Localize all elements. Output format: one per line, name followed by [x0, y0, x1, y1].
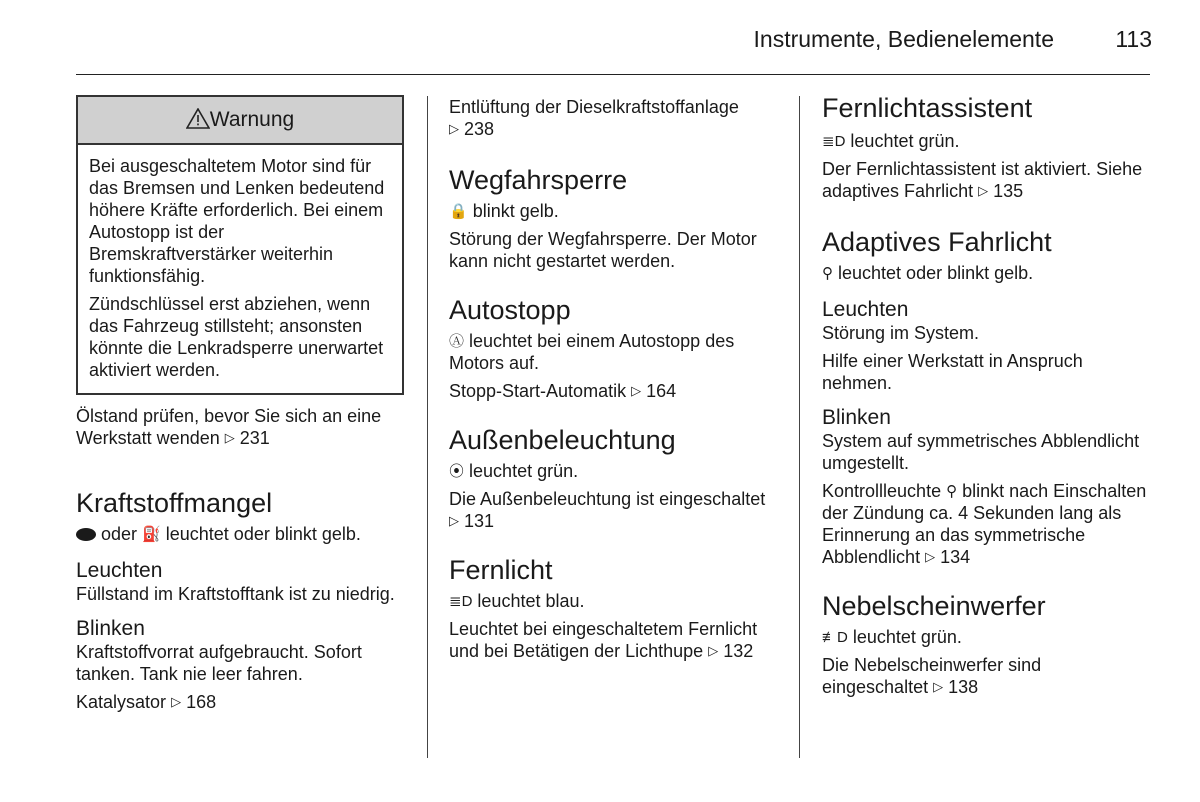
page-number: 113: [1115, 26, 1152, 52]
indicator-line: Ⓐ leuchtet bei einem Autostopp des Motors auf.: [449, 331, 735, 373]
immobilizer-lock-icon: 🔒: [449, 203, 468, 220]
warning-triangle-icon: [186, 108, 210, 129]
page-reference: 132: [723, 641, 754, 661]
warning-text: Bei ausgeschaltetem Motor sind für das Bremsen und Lenken bedeutend höhere Kräfte erforderlich. Bei einem Autostopp ist der Bremskraftverstärker weiterhin funktionsfähig.: [89, 156, 385, 286]
column-3: [822, 92, 1152, 698]
high-beam-icon: ≣D: [449, 593, 473, 610]
oil-check-text: Ölstand prüfen, bevor Sie sich an eine Werkstatt wenden ▷ 231: [76, 406, 382, 448]
reference-arrow-icon: ▷: [449, 121, 459, 136]
reference-arrow-icon: ▷: [449, 513, 459, 528]
indicator-line: ≢D leuchtet grün.: [822, 627, 962, 647]
body-text: Störung im System.: [822, 323, 980, 343]
body-text: Kraftstoffvorrat aufgebraucht. Sofort tanken. Tank nie leer fahren.: [76, 642, 362, 684]
header-rule: [76, 74, 1150, 75]
fuel-pump-icon: ⛽: [142, 526, 161, 543]
fuel-warning-lamp-icon: [76, 528, 96, 541]
exterior-light-icon: ⦿: [449, 463, 465, 480]
heading-immobilizer: Wegfahrsperre: [449, 165, 628, 195]
warning-header: [78, 97, 402, 145]
indicator-line: oder ⛽ leuchtet oder blinkt gelb.: [76, 523, 404, 545]
column-2: [449, 92, 779, 662]
reference-arrow-icon: ▷: [933, 679, 944, 694]
page-reference: 238: [464, 119, 495, 139]
reference-arrow-icon: ▷: [171, 694, 182, 709]
heading-fuel-shortage: Kraftstoffmangel: [76, 488, 273, 518]
indicator-line: ≣D leuchtet grün.: [822, 131, 960, 151]
heading-exterior-lighting: Außenbeleuchtung: [449, 425, 676, 455]
heading-high-beam-assist: Fernlichtassistent: [822, 93, 1033, 123]
section-title: Instrumente, Bedienelemente: [753, 26, 1054, 52]
body-text: Leuchtet bei eingeschaltetem Fernlicht und bei Betätigen der Lichthupe ▷ 132: [449, 619, 758, 661]
warning-title: Warnung: [209, 108, 295, 131]
adaptive-light-icon: ⚲: [946, 483, 958, 500]
subheading-blink: Blinken: [76, 617, 145, 640]
body-text: Füllstand im Kraftstofftank ist zu niedrig.: [76, 584, 395, 604]
page-reference: 164: [646, 381, 677, 401]
page-reference: 168: [186, 692, 217, 712]
diesel-reference: Entlüftung der Dieselkraftstoffanlage ▷ 238: [449, 97, 739, 139]
indicator-line: ⚲ leuchtet oder blinkt gelb.: [822, 263, 1034, 283]
body-text: Kontrollleuchte ⚲ blinkt nach Einschalten der Zündung ca. 4 Sekunden lang als Erinnerung an das symmetrische Abblendlicht ▷ 134: [822, 481, 1147, 567]
indicator-line: ≣D leuchtet blau.: [449, 591, 585, 611]
body-text: Störung der Wegfahrsperre. Der Motor kann nicht gestartet werden.: [449, 229, 757, 271]
heading-high-beam: Fernlicht: [449, 555, 553, 585]
page-reference: 131: [464, 511, 495, 531]
high-beam-assist-icon: ≣D: [822, 133, 846, 150]
reference-arrow-icon: ▷: [708, 643, 719, 658]
column-divider: [427, 96, 428, 758]
indicator-line: ⦿ leuchtet grün.: [449, 461, 579, 481]
body-text: Die Außenbeleuchtung ist eingeschaltet ▷ 131: [449, 489, 766, 531]
subheading-lit: Leuchten: [822, 298, 909, 321]
page-reference: 134: [940, 547, 971, 567]
page-reference: 135: [993, 181, 1024, 201]
adaptive-light-icon: ⚲: [822, 265, 833, 282]
heading-autostop: Autostopp: [449, 295, 571, 325]
page-header: [0, 26, 1200, 56]
warning-body: [78, 145, 402, 393]
subheading-lit: Leuchten: [76, 559, 163, 582]
column-1: [76, 92, 404, 713]
reference-arrow-icon: ▷: [224, 430, 235, 445]
reference-arrow-icon: ▷: [978, 183, 989, 198]
heading-fog-lights: Nebelscheinwerfer: [822, 591, 1046, 621]
catalyst-reference: Katalysator ▷ 168: [76, 692, 217, 712]
page-reference: 138: [948, 677, 979, 697]
body-text: Hilfe einer Werkstatt in Anspruch nehmen.: [822, 351, 1083, 393]
warning-box: [76, 95, 404, 395]
reference-arrow-icon: ▷: [631, 383, 642, 398]
body-text: Der Fernlichtassistent ist aktiviert. Siehe adaptives Fahrlicht ▷ 135: [822, 159, 1143, 201]
heading-adaptive-lighting: Adaptives Fahrlicht: [822, 227, 1052, 257]
autostop-reference: Stopp-Start-Automatik ▷ 164: [449, 381, 677, 401]
indicator-line: 🔒 blinkt gelb.: [449, 201, 559, 221]
autostop-icon: Ⓐ: [449, 333, 465, 350]
column-divider: [799, 96, 800, 758]
warning-text: Zündschlüssel erst abziehen, wenn das Fahrzeug stillsteht; ansonsten könnte die Lenkradsperre unerwartet aktiviert werden.: [89, 294, 384, 380]
body-text: System auf symmetrisches Abblendlicht umgestellt.: [822, 431, 1140, 473]
subheading-blink: Blinken: [822, 406, 891, 429]
reference-arrow-icon: ▷: [925, 549, 936, 564]
body-text: Die Nebelscheinwerfer sind eingeschaltet ▷ 138: [822, 655, 1042, 697]
fog-light-icon: ≢D: [822, 629, 848, 646]
page-reference: 231: [239, 428, 270, 448]
